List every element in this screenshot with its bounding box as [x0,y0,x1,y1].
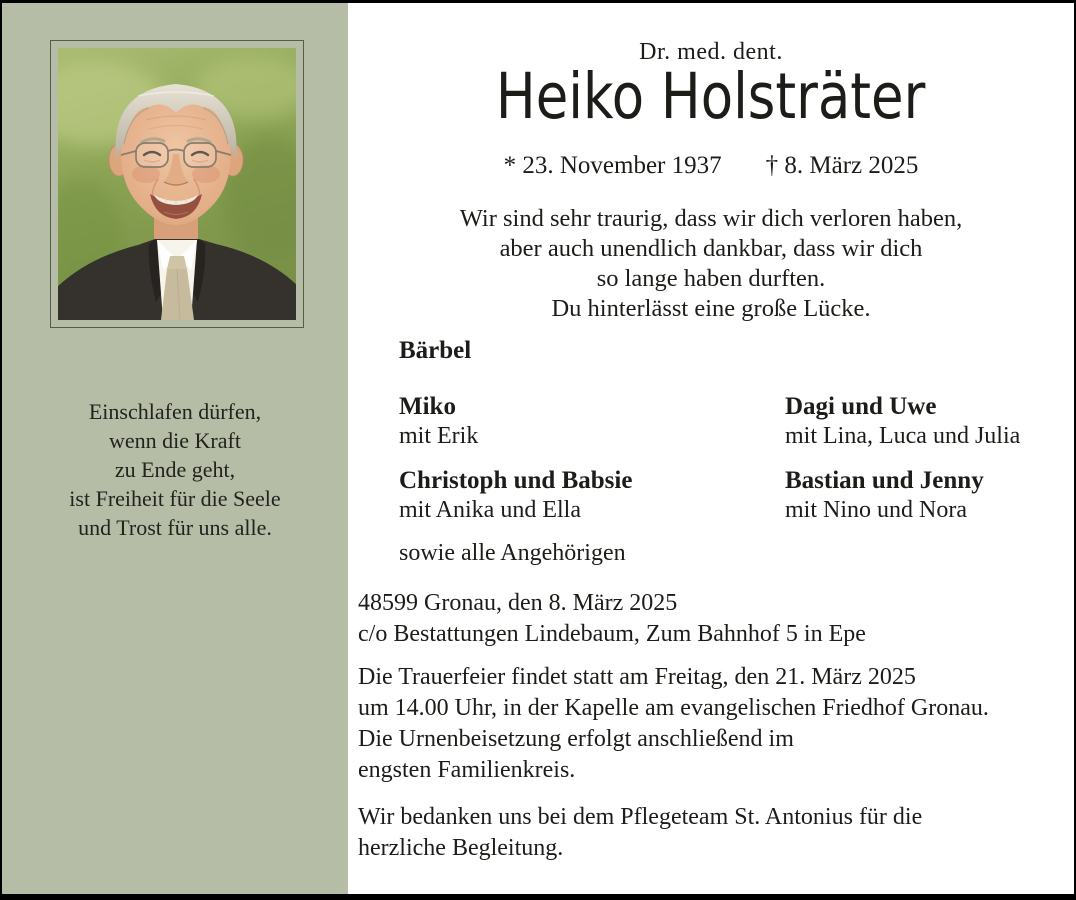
family-entry [399,466,785,525]
funeral-service-info [358,662,989,786]
family-entry-members: mit Anika und Ella [399,497,581,523]
family-entry-members: mit Erik [399,423,479,449]
poem-line: und Trost für uns alle. [78,515,272,540]
deceased-name-text: Heiko Holsträter [496,60,926,133]
eulogy-line: Du hinterlässt eine große Lücke. [551,295,871,322]
family-entry [785,392,1020,451]
eulogy-line: aber auch unendlich dankbar, dass wir dich [499,235,923,262]
service-line: Die Urnenbeisetzung erfolgt anschließend im [358,726,794,752]
relatives-note: sowie alle Angehörigen [399,540,626,566]
death-date: † 8. März 2025 [765,152,919,179]
poem-line: zu Ende geht, [114,457,236,482]
poem-line: wenn die Kraft [109,428,241,453]
life-dates [348,152,1074,180]
family-entry-name: Miko [399,393,456,420]
portrait-photo [58,48,296,320]
service-line: um 14.00 Uhr, in der Kapelle am evangelischen Friedhof Gronau. [358,695,989,721]
eulogy-line: Wir sind sehr traurig, dass wir dich verloren haben, [459,205,963,232]
thanks-line: herzliche Begleitung. [358,835,564,861]
family-entry [785,466,1020,525]
family-entry-name: Dagi und Uwe [785,393,937,420]
thanks-note [358,802,922,864]
address-line: 48599 Gronau, den 8. März 2025 [358,590,678,616]
eulogy-line: so lange haben durften. [596,265,826,292]
poem-line: ist Freiheit für die Seele [69,486,281,511]
family-entry-name: Christoph und Babsie [399,467,633,494]
chief-mourner: Bärbel [399,337,472,364]
family-entry-name: Bastian und Jenny [785,467,984,494]
service-line: Die Trauerfeier findet statt am Freitag, den 21. März 2025 [358,664,916,690]
birth-date: * 23. November 1937 [503,152,722,179]
sidebar-poem [2,397,348,542]
address-line: c/o Bestattungen Lindebaum, Zum Bahnhof 5 in Epe [358,621,866,647]
dateline-address [358,588,866,650]
poem-line: Einschlafen dürfen, [88,399,262,424]
family-list [399,392,1020,525]
family-entry [399,392,785,451]
sidebar [2,3,348,894]
deceased-name [348,61,1074,133]
academic-title: Dr. med. dent. [639,39,783,65]
thanks-line: Wir bedanken uns bei dem Pflegeteam St. Antonius für die [358,804,923,830]
family-entry-members: mit Lina, Luca und Julia [785,423,1021,449]
portrait-frame [50,40,304,328]
eulogy [348,204,1074,324]
service-line: engsten Familienkreis. [358,757,576,783]
notice-body [348,3,1074,894]
family-entry-members: mit Nino und Nora [785,497,967,523]
